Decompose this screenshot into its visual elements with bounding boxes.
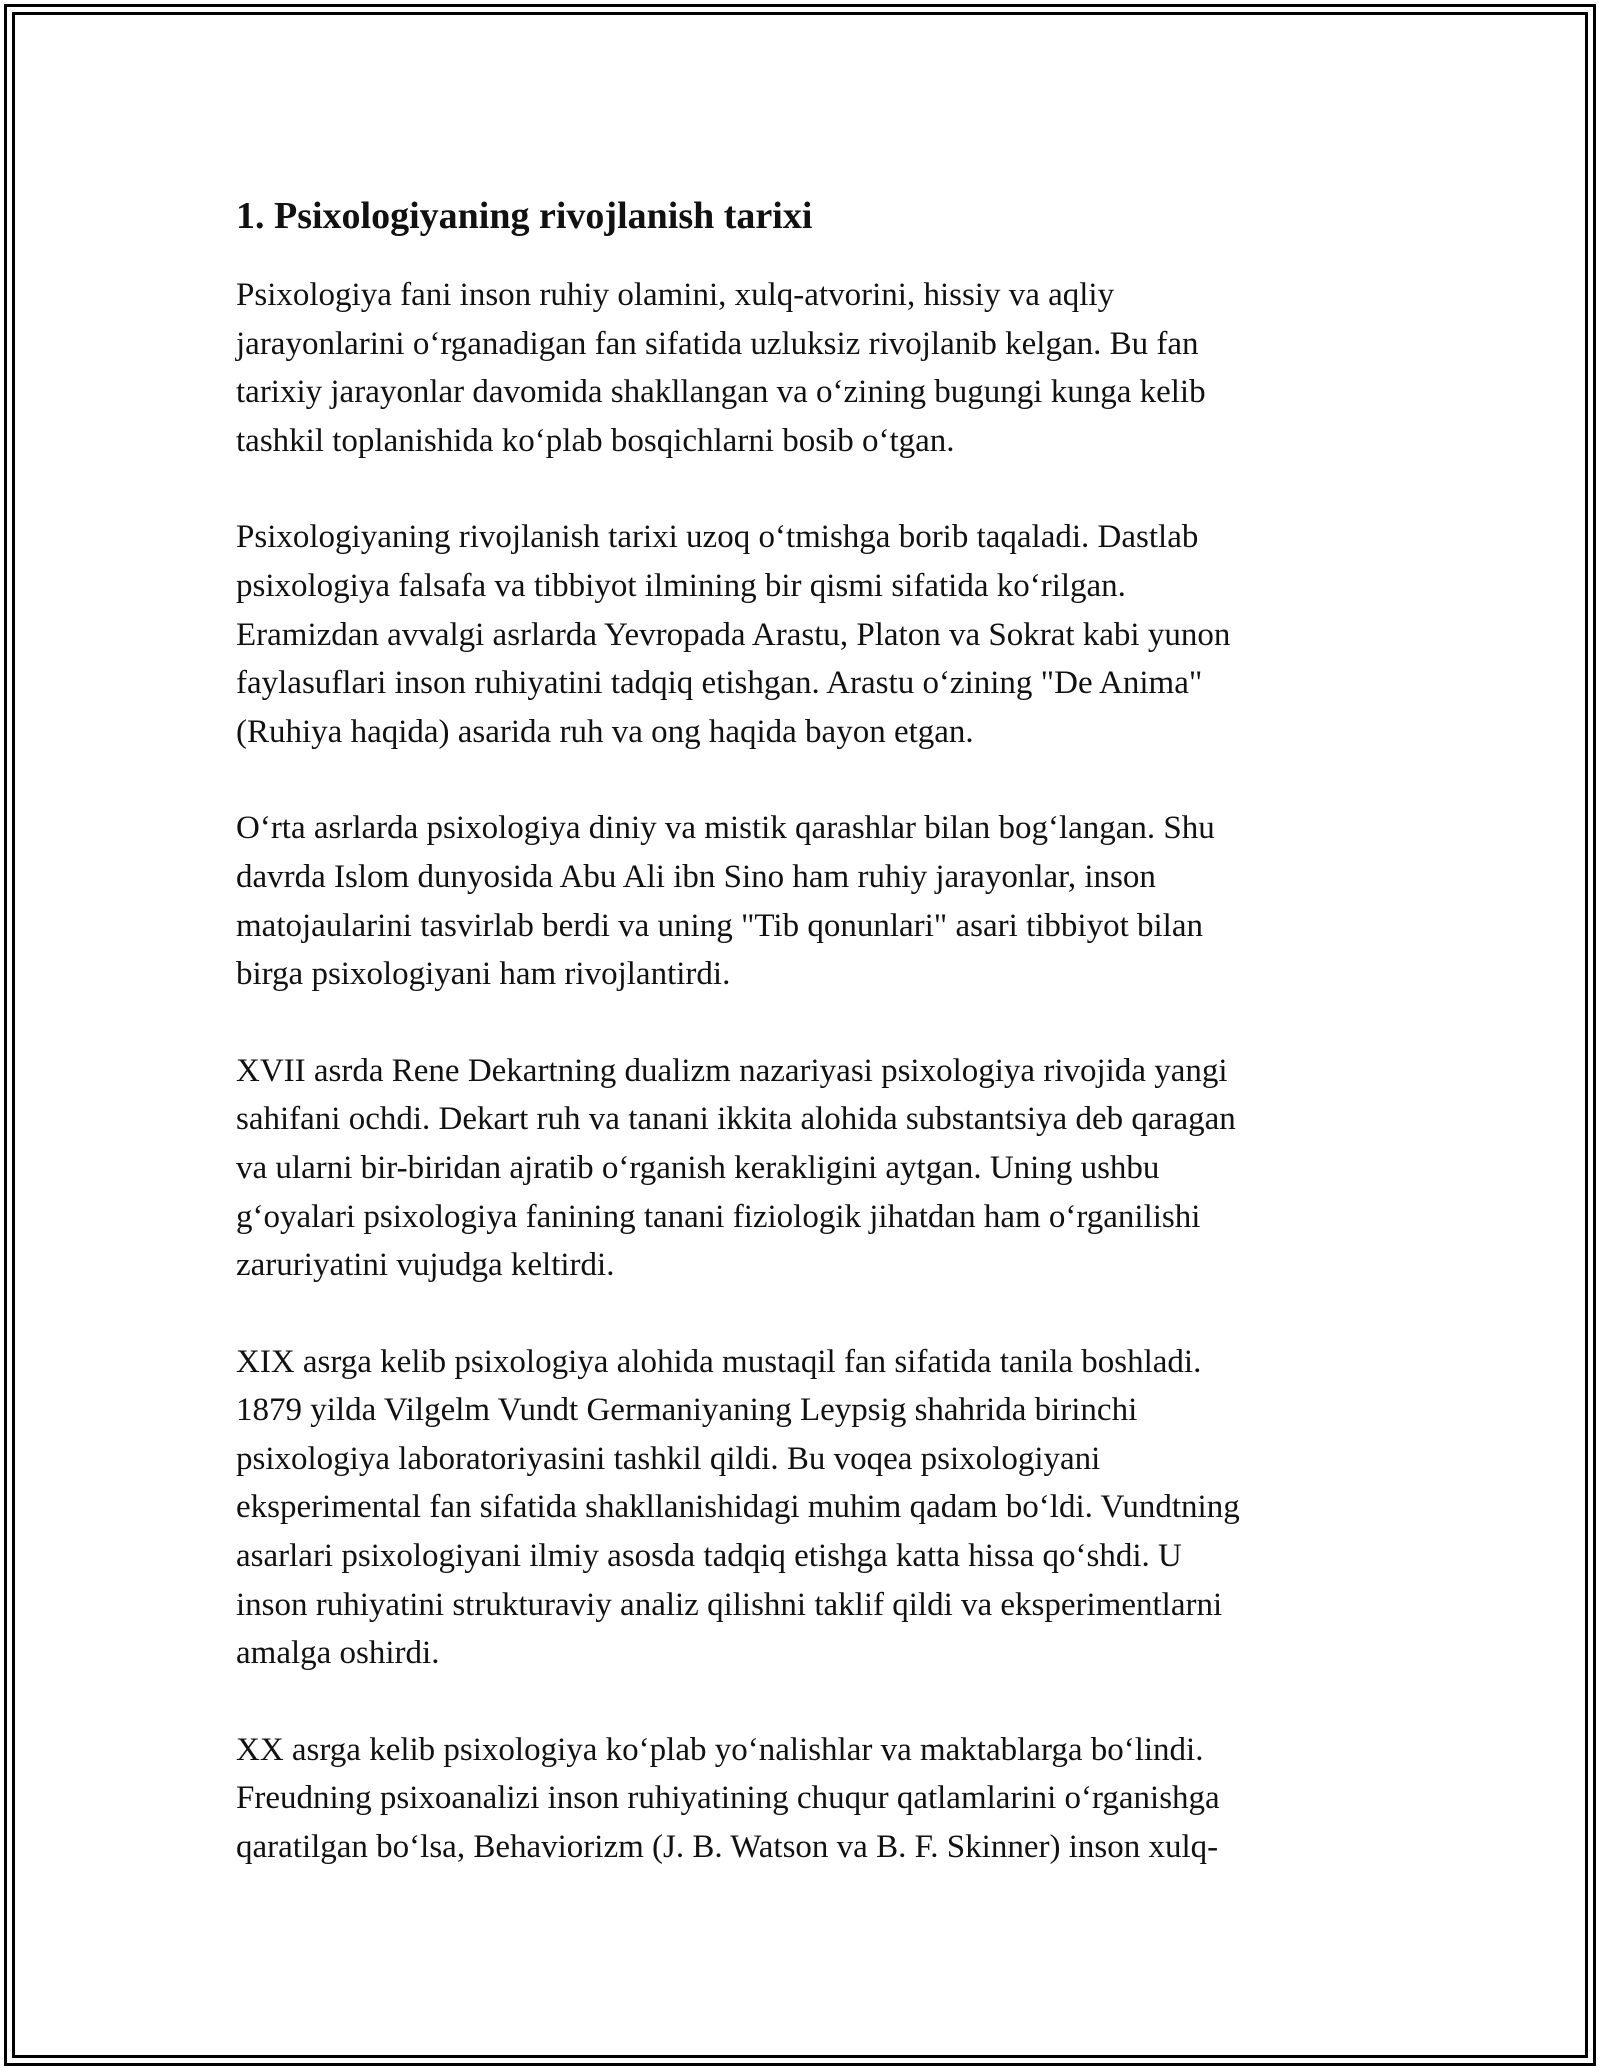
- paragraph-2: Psixologiyaning rivojlanish tarixi uzoq o‘tmishga borib taqaladi. Dastlab psixologiya falsafa va tibbiyot ilmining bir qismi sifatida ko‘rilgan. Eramizdan avvalgi asrlarda Yevropada Arastu, Platon va Sokrat kabi yunon faylasuflari inson ruhiyatini tadqiq etishgan. Arastu o‘zining "De Anima" (Ruhiya haqida) asarida ruh va ong haqida bayon etgan.: [236, 519, 1231, 750]
- paragraph-6: XX asrga kelib psixologiya ko‘plab yo‘nalishlar va maktablarga bo‘lindi. Freudning psixoanalizi inson ruhiyatining chuqur qatlamlarini o‘rganishga qaratilgan bo‘lsa, Behaviorizm (J. B. Watson va B. F. Skinner) inson xulq-: [236, 1731, 1220, 1866]
- document-body: [236, 184, 1366, 1920]
- paragraph-1: Psixologiya fani inson ruhiy olamini, xulq-atvorini, hissiy va aqliy jarayonlarini o‘rganadigan fan sifatida uzluksiz rivojlanib kelgan. Bu fan tarixiy jarayonlar davomida shakllangan va o‘zining bugungi kunga kelib tashkil toplanishida ko‘plab bosqichlarni bosib o‘tgan.: [236, 277, 1206, 459]
- paragraph-5: XIX asrga kelib psixologiya alohida mustaqil fan sifatida tanila boshladi. 1879 yilda Vilgelm Vundt Germaniyaning Leypsig shahrida birinchi psixologiya laboratoriyasini tashkil qildi. Bu voqea psixologiyani eksperimental fan sifatida shakllanishidagi muhim qadam bo‘ldi. Vundtning asarlari psixologiyani ilmiy asosda tadqiq etishga katta hissa qo‘shdi. U inson ruhiyatini strukturaviy analiz qilishni taklif qildi va eksperimentlarni amalga oshirdi.: [236, 1343, 1240, 1672]
- section-heading: 1. Psixologiyaning rivojlanish tarixi: [236, 195, 813, 237]
- paragraph-3: O‘rta asrlarda psixologiya diniy va mistik qarashlar bilan bog‘langan. Shu davrda Islom dunyosida Abu Ali ibn Sino ham ruhiy jarayonlar, inson matojaularini tasvirlab berdi va uning "Tib qonunlari" asari tibbiyot bilan birga psixologiyani ham rivojlantirdi.: [236, 810, 1215, 993]
- paragraph-4: XVII asrda Rene Dekartning dualizm nazariyasi psixologiya rivojida yangi sahifani ochdi. Dekart ruh va tanani ikkita alohida substantsiya deb qaragan va ularni bir-biridan ajratib o‘rganish kerakligini aytgan. Uning ushbu g‘oyalari psixologiya fanining tanani fiziologik jihatdan ham o‘rganilishi zaruriyatini vujudga keltirdi.: [236, 1052, 1236, 1284]
